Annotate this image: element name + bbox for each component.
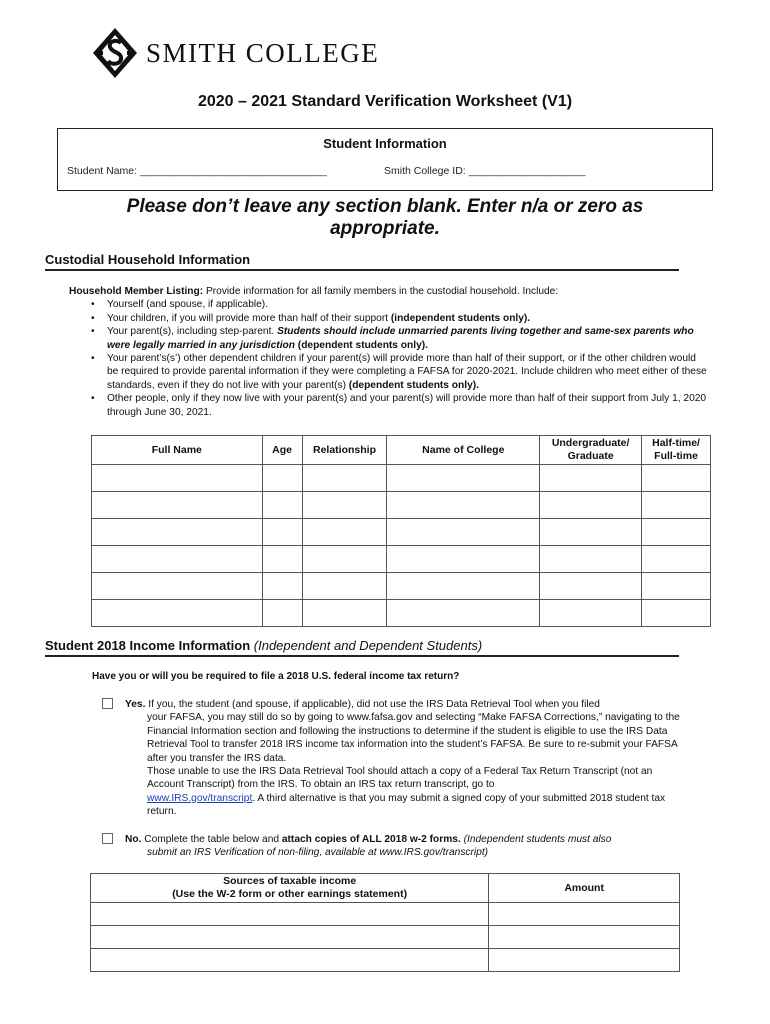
item-emphasis: (dependent students only). — [294, 339, 428, 351]
household-member-listing — [69, 285, 709, 419]
section-divider — [45, 655, 679, 657]
list-item — [91, 312, 709, 325]
column-header-relationship: Relationship — [302, 436, 387, 465]
table-cell[interactable] — [642, 573, 711, 600]
table-cell[interactable] — [387, 546, 540, 573]
table-row — [92, 600, 711, 627]
no-option — [102, 833, 682, 860]
table-cell[interactable] — [489, 949, 680, 972]
item-emphasis: (independent students only). — [390, 312, 531, 324]
table-cell[interactable] — [642, 492, 711, 519]
table-cell[interactable] — [642, 465, 711, 492]
table-cell[interactable] — [92, 546, 263, 573]
yes-text: . A third alternative is that you may submit a signed copy of your submitted 2018 student tax return. — [147, 792, 666, 818]
table-cell[interactable] — [302, 519, 387, 546]
no-option-text — [125, 833, 682, 860]
list-item — [91, 352, 709, 392]
table-header-row — [91, 874, 680, 903]
table-cell[interactable] — [540, 492, 642, 519]
yes-checkbox[interactable] — [102, 698, 113, 709]
item-text: Your children, if you will provide more than half of their support — [107, 312, 391, 324]
household-members-table — [91, 435, 711, 627]
table-cell[interactable] — [262, 546, 302, 573]
listing-intro — [69, 285, 709, 298]
table-cell[interactable] — [302, 492, 387, 519]
table-cell[interactable] — [387, 573, 540, 600]
table-cell[interactable] — [489, 903, 680, 926]
column-header-college: Name of College — [387, 436, 540, 465]
table-row — [92, 465, 711, 492]
notice-line-2: appropriate. — [330, 218, 440, 239]
column-header-enrollment: Half-time/ Full-time — [642, 436, 711, 465]
table-cell[interactable] — [489, 926, 680, 949]
table-cell[interactable] — [92, 573, 263, 600]
student-name-field[interactable]: Student Name: ________________________________ — [67, 165, 327, 177]
table-cell[interactable] — [302, 600, 387, 627]
table-cell[interactable] — [387, 492, 540, 519]
listing-intro-text: Provide information for all family members in the custodial household. Include: — [203, 286, 559, 297]
table-cell[interactable] — [540, 546, 642, 573]
blank-section-notice — [0, 196, 770, 240]
student-information-box — [57, 128, 713, 191]
smith-college-id-field[interactable]: Smith College ID: ____________________ — [384, 165, 586, 177]
irs-transcript-link[interactable]: www.IRS.gov/transcript — [147, 792, 253, 804]
table-cell[interactable] — [540, 465, 642, 492]
no-emphasis: attach copies of ALL 2018 w-2 forms. — [281, 834, 461, 845]
table-cell[interactable] — [92, 492, 263, 519]
household-members-list — [91, 298, 709, 419]
column-header-full-name: Full Name — [92, 436, 263, 465]
table-cell[interactable] — [642, 546, 711, 573]
table-cell[interactable] — [387, 465, 540, 492]
table-cell[interactable] — [262, 492, 302, 519]
table-row — [91, 926, 680, 949]
smith-college-shield-icon — [90, 26, 140, 80]
no-text: Complete the table below and — [141, 834, 282, 845]
yes-transcript-text — [125, 765, 682, 819]
custodial-household-heading: Custodial Household Information — [45, 252, 251, 267]
table-cell[interactable] — [92, 465, 263, 492]
column-header-level: Undergraduate/ Graduate — [540, 436, 642, 465]
table-cell[interactable] — [302, 546, 387, 573]
table-cell[interactable] — [642, 600, 711, 627]
table-cell[interactable] — [302, 465, 387, 492]
list-item — [91, 298, 709, 311]
column-header-amount: Amount — [489, 874, 680, 903]
no-label: No. — [125, 834, 142, 845]
yes-line-1 — [125, 698, 682, 711]
table-cell[interactable] — [302, 573, 387, 600]
table-cell[interactable] — [91, 926, 489, 949]
table-cell[interactable] — [262, 573, 302, 600]
yes-option — [102, 698, 682, 819]
table-cell[interactable] — [262, 465, 302, 492]
column-header-age: Age — [262, 436, 302, 465]
table-row — [92, 492, 711, 519]
yes-label: Yes. — [125, 699, 146, 710]
notice-line-1: Please don’t leave any section blank. Enter n/a or zero as — [126, 196, 644, 217]
listing-label: Household Member Listing: — [69, 286, 204, 297]
table-cell[interactable] — [540, 573, 642, 600]
income-heading-subtitle: (Independent and Dependent Students) — [250, 638, 483, 653]
list-item — [91, 325, 709, 352]
student-income-heading — [45, 638, 482, 653]
list-item — [91, 392, 709, 419]
section-divider — [45, 269, 679, 271]
table-row — [91, 949, 680, 972]
college-logo — [90, 26, 379, 80]
no-note: (Independent students must also — [460, 834, 612, 845]
item-text: Other people, only if they now live with your parent(s) and your parent(s) will provide more than half of their support from July 1, 2020 through June 30, 2021. — [107, 393, 707, 418]
item-text: Yourself (and spouse, if applicable). — [107, 299, 269, 311]
yes-option-text — [125, 698, 682, 819]
taxable-income-table — [90, 873, 680, 972]
item-emphasis: (dependent students only). — [348, 379, 479, 391]
no-checkbox[interactable] — [102, 833, 113, 844]
table-cell[interactable] — [387, 600, 540, 627]
table-cell[interactable] — [387, 519, 540, 546]
yes-text: your FAFSA, you may still do so by going to www.fafsa.gov and selecting “Make FAFSA Corrections,” navigating to the Financial Information section and following the instructions to determine if the student is eligible to use the IRS Data Retrieval Tool to transfer 2018 IRS income tax information into the student’s FAFSA. Be sure to re-submit your FAFSA after you transfer the IRS data. — [147, 712, 680, 764]
table-cell[interactable] — [642, 519, 711, 546]
no-note: submit an IRS Verification of non-filing, available at www.IRS.gov/transcript) — [147, 847, 489, 859]
table-cell[interactable] — [92, 600, 263, 627]
column-header-income-sources — [91, 874, 489, 903]
yes-text: Those unable to use the IRS Data Retrieval Tool should attach a copy of a Federal Tax Return Transcript (not an Account Transcript) from the IRS. To obtain an IRS tax return transcript, go to — [147, 766, 653, 791]
header-line: (Use the W-2 form or other earnings statement) — [172, 888, 408, 900]
student-information-heading: Student Information — [323, 136, 447, 151]
yes-text: If you, the student (and spouse, if applicable), did not use the IRS Data Retrieval Tool when you filed — [145, 699, 600, 710]
table-row — [92, 519, 711, 546]
table-row — [92, 546, 711, 573]
table-cell[interactable] — [91, 903, 489, 926]
college-name: SMITH COLLEGE — [146, 37, 380, 68]
table-cell[interactable] — [262, 519, 302, 546]
table-row — [92, 573, 711, 600]
table-cell[interactable] — [262, 600, 302, 627]
table-row — [91, 903, 680, 926]
header-line: Sources of taxable income — [223, 875, 357, 887]
document-title: 2020 – 2021 Standard Verification Worksheet (V1) — [197, 93, 573, 110]
item-text: Your parent(s), including step-parent. — [107, 326, 278, 338]
item-text: Your parent’s(s’) other dependent children if your parent(s) will provide more than half of their support, or if the other children would be required to provide parental information if they were completing a FAFSA for 2020-2021. Include children who meet either of these standards, even if they do not live with your parent(s) — [107, 353, 707, 391]
tax-return-question: Have you or will you be required to file a 2018 U.S. federal income tax return? — [92, 671, 460, 682]
table-cell[interactable] — [540, 519, 642, 546]
table-cell[interactable] — [540, 600, 642, 627]
income-heading-text: Student 2018 Income Information — [45, 638, 251, 653]
item-emphasis: Students should include unmarried parents living together and same-sex parents who were legally married in any jurisdiction — [107, 326, 694, 351]
table-cell[interactable] — [91, 949, 489, 972]
no-line-1 — [125, 833, 682, 846]
table-header-row — [92, 436, 711, 465]
table-cell[interactable] — [92, 519, 263, 546]
